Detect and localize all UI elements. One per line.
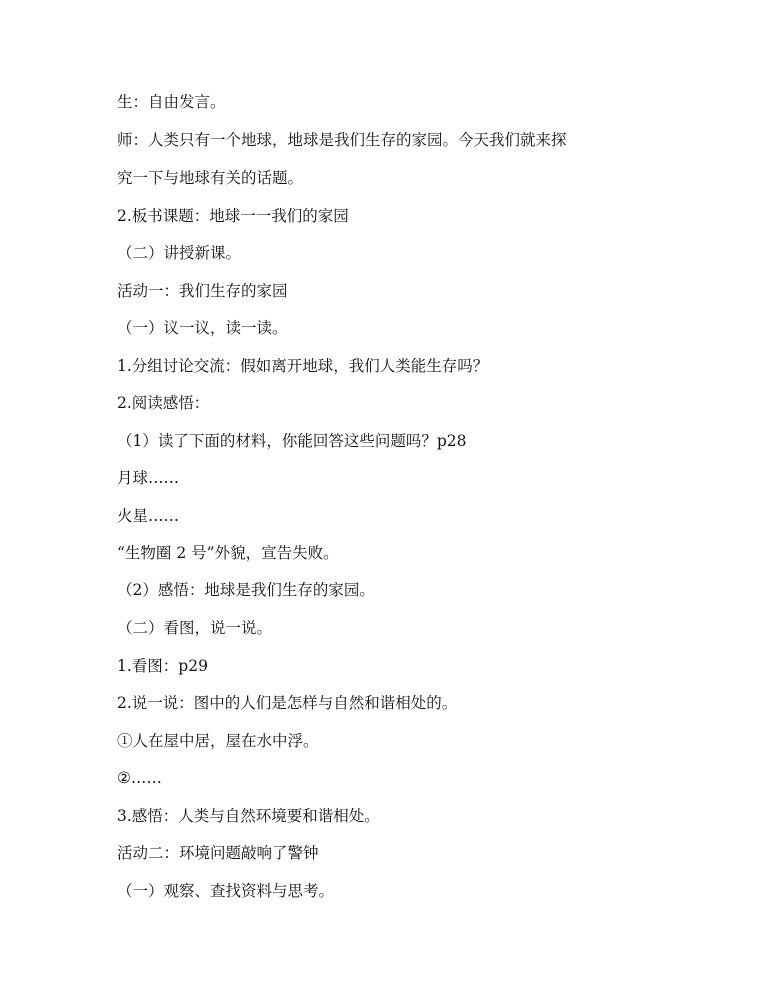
list-item-look-picture: 1.看图：p29	[117, 657, 208, 675]
subsection-heading-look-speak: （二）看图，说一说。	[117, 619, 273, 637]
text-line-dialogue-teacher-cont: 究一下与地球有关的话题。	[117, 169, 304, 187]
list-item-say: 2.说一说：图中的人们是怎样与自然和谐相处的。	[117, 694, 458, 712]
activity-heading-two: 活动二：环境问题敲响了警钟	[117, 844, 319, 862]
list-item-harmony: 3.感悟：人类与自然环境要和谐相处。	[117, 807, 380, 825]
text-line-dialogue-teacher: 师：人类只有一个地球，地球是我们生存的家园。今天我们就来探	[117, 131, 567, 149]
list-item-circled-one: ①人在屋中居，屋在水中浮。	[117, 732, 319, 750]
list-item-group-discussion: 1.分组讨论交流：假如离开地球，我们人类能生存吗？	[117, 357, 489, 375]
list-item-reflection: （2）感悟：地球是我们生存的家园。	[117, 581, 375, 599]
subsection-heading-discuss-read: （一）议一议，读一读。	[117, 319, 288, 337]
text-line-moon: 月球……	[117, 469, 180, 487]
text-line-topic-title: 2.板书课题：地球一一我们的家园	[117, 207, 349, 225]
list-item-reading: 2.阅读感悟：	[117, 394, 210, 412]
text-line-biosphere: “生物圈 2 号”外貌，宣告失败。	[117, 544, 339, 562]
section-heading-new-lesson: （二）讲授新课。	[117, 244, 242, 262]
text-line-dialogue-student: 生：自由发言。	[117, 93, 226, 111]
activity-heading-one: 活动一：我们生存的家园	[117, 282, 288, 300]
list-item-material-question: （1）读了下面的材料，你能回答这些问题吗？p28	[117, 432, 467, 450]
list-item-circled-two: ②……	[117, 769, 162, 787]
text-line-mars: 火星……	[117, 507, 180, 525]
subsection-heading-observe: （一）观察、查找资料与思考。	[117, 882, 335, 900]
